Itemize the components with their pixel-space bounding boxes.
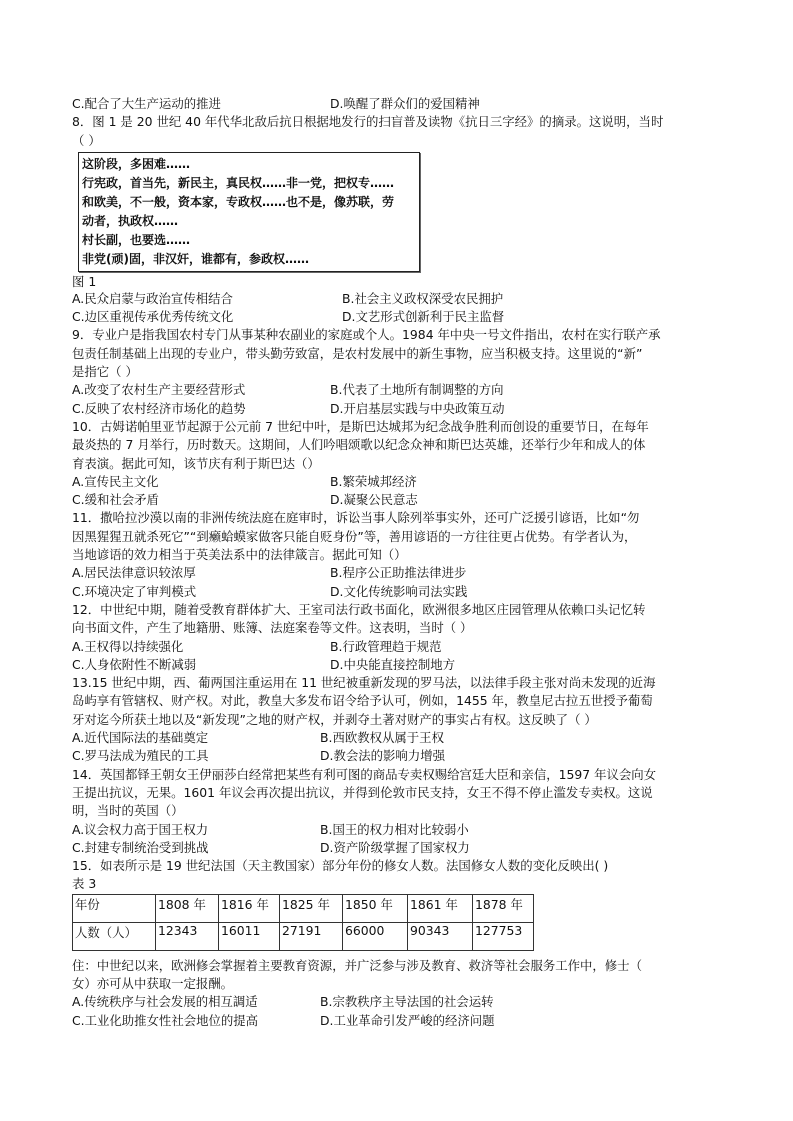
q15-option-c[interactable]: C.工业化助推女性社会地位的提高 (72, 1012, 259, 1028)
excerpt-line: 这阶段，多困难…… (82, 156, 191, 171)
q8-option-b[interactable]: B.社会主义政权深受农民拥护 (342, 290, 504, 306)
q13-option-d[interactable]: D.教会法的影响力增强 (320, 748, 445, 764)
q14-stem-line: 明，当时的英国（） (72, 803, 184, 819)
table-row (73, 922, 534, 950)
q14-option-a[interactable]: A.议会权力高于国王权力 (72, 821, 209, 837)
q11-option-a[interactable]: A.居民法律意识较浓厚 (72, 565, 196, 581)
q13-stem-line: 13.15 世纪中期，西、葡两国注重运用在 11 世纪被重新发现的罗马法，以法律手段主张对尚未发现的近海 (72, 675, 656, 691)
q8-option-a[interactable]: A.民众启蒙与政治宣传相结合 (72, 290, 233, 306)
q9-stem-line: 包责任制基础上出现的专业户，带头勤劳致富，是农村发展中的新生事物，应当积极支持。这里说的“新” (72, 345, 643, 361)
exam-page (72, 95, 724, 1030)
q13-stem-line: 岛屿享有管辖权、财产权。对此，教皇大多发布诏令给予认可，例如，1455 年，教皇尼古拉五世授予葡萄 (72, 693, 653, 709)
table-cell: 127753 (473, 922, 534, 950)
table-cell: 1861 年 (408, 894, 473, 922)
question-14 (72, 766, 724, 857)
q14-stem-line: 王提出抗议，无果。1601 年议会再次提出抗议，并得到伦敦市民支持，女王不得不停止滥发专卖权。这说 (72, 784, 653, 800)
q10-stem-line: 育表演。据此可知，该节庆有利于斯巴达（） (72, 455, 320, 471)
q9-stem-line: 9．专业户是指我国农村专门从事某种农副业的家庭或个人。1984 年中央一号文件指出，农村在实行联产承 (72, 327, 661, 343)
table-cell: 27191 (280, 922, 343, 950)
nun-count-table (72, 894, 534, 951)
table-caption: 表 3 (72, 876, 97, 892)
question-11 (72, 509, 724, 600)
q10-option-d[interactable]: D.凝聚公民意志 (330, 492, 418, 508)
q12-options-row-ab (72, 638, 724, 656)
q11-stem-line: 因黑猩猩丑就杀死它”“到癞蛤蟆家做客只能自贬身份”等，善用谚语的一方往往更占优势。有学者认为， (72, 528, 637, 544)
q12-option-a[interactable]: A.王权得以持续强化 (72, 638, 184, 654)
q15-options-row-cd (72, 1012, 724, 1030)
table-cell: 66000 (343, 922, 408, 950)
table-row (73, 894, 534, 922)
q10-option-c[interactable]: C.缓和社会矛盾 (72, 492, 159, 508)
excerpt-line: 村长副，也要选…… (82, 232, 191, 247)
q8-option-c[interactable]: C.边区重视传承优秀传统文化 (72, 309, 234, 325)
q13-stem-line: 牙对迄今所获土地以及“新发现”之地的财产权，并剥夺土著对财产的事实占有权。这反映了（ ） (72, 711, 597, 727)
q7-option-d[interactable]: D.唤醒了群众们的爱国精神 (330, 96, 480, 111)
q12-option-b[interactable]: B.行政管理趋于规范 (330, 638, 442, 654)
q14-options-row-cd (72, 839, 724, 857)
q11-option-c[interactable]: C.环境决定了审判模式 (72, 583, 197, 599)
q9-options-row-ab (72, 381, 724, 399)
q9-stem-line: 是指它（ ） (72, 364, 138, 380)
q13-options-row-ab (72, 729, 724, 747)
q10-option-a[interactable]: A.宣传民主文化 (72, 473, 159, 489)
q9-option-b[interactable]: B.代表了土地所有制调整的方向 (330, 382, 504, 398)
question-12 (72, 601, 724, 674)
q8-stem-line2: （ ） (72, 132, 101, 148)
q11-option-b[interactable]: B.程序公正助推法律进步 (330, 565, 467, 581)
excerpt-line: 行宪政，首当先，新民主，真民权……非一党，把权专…… (82, 175, 395, 190)
q9-options-row-cd (72, 400, 724, 418)
question-13 (72, 674, 724, 765)
q10-options-row-ab (72, 473, 724, 491)
table-cell: 1825 年 (280, 894, 343, 922)
q11-stem-line: 当地谚语的效力相当于英美法系中的法律箴言。据此可知（） (72, 547, 407, 563)
q11-stem-line: 11．撒哈拉沙漠以南的非洲传统法庭在庭审时，诉讼当事人除列举事实外，还可广泛援引谚语，比如“勿 (72, 510, 640, 526)
q9-option-c[interactable]: C.反映了农村经济市场化的趋势 (72, 400, 246, 416)
question-8 (72, 113, 724, 326)
q7-option-c[interactable]: C.配合了大生产运动的推进 (72, 96, 221, 111)
q15-stem-line: 15．如表所示是 19 世纪法国（天主教国家）部分年份的修女人数。法国修女人数的变化反映出( ) (72, 858, 609, 874)
q7-options-row-cd (72, 95, 724, 113)
q12-stem-line: 12．中世纪中期，随着受教育群体扩大、王室司法行政书面化，欧洲很多地区庄园管理从依赖口头记忆转 (72, 601, 646, 617)
q13-option-c[interactable]: C.罗马法成为殖民的工具 (72, 748, 209, 764)
q8-options-row-cd (72, 308, 724, 326)
table-cell: 16011 (219, 922, 280, 950)
q10-options-row-cd (72, 491, 724, 509)
table-cell: 1878 年 (473, 894, 534, 922)
q11-options-row-cd (72, 583, 724, 601)
q13-option-a[interactable]: A.近代国际法的基础奠定 (72, 730, 209, 746)
q15-option-d[interactable]: D.工业革命引发严峻的经济问题 (320, 1012, 495, 1028)
table-header-cell: 年份 (73, 894, 156, 922)
q9-option-d[interactable]: D.开启基层实践与中央政策互动 (330, 400, 505, 416)
table-cell: 1816 年 (219, 894, 280, 922)
q15-options-row-ab (72, 993, 724, 1011)
q13-option-b[interactable]: B.西欧教权从属于王权 (320, 730, 444, 746)
excerpt-line: 动者，执政权…… (82, 213, 179, 228)
excerpt-line: 非党(顽)固，非汉奸，谁都有，参政权…… (82, 251, 309, 266)
q8-option-d[interactable]: D.文艺形式创新利于民主监督 (342, 309, 505, 325)
table-header-cell: 人数（人） (73, 922, 156, 950)
table-cell: 12343 (156, 922, 219, 950)
q14-option-c[interactable]: C.封建专制统治受到挑战 (72, 839, 209, 855)
table-cell: 1850 年 (343, 894, 408, 922)
q10-stem-line: 最炎热的 7 月举行，历时数天。这期间，人们吟唱颂歌以纪念众神和斯巴达英雄，还举行少年和成人的体 (72, 437, 646, 453)
q10-option-b[interactable]: B.繁荣城邦经济 (330, 473, 417, 489)
q12-options-row-cd (72, 656, 724, 674)
q13-options-row-cd (72, 747, 724, 765)
q8-excerpt-box (78, 152, 420, 272)
q8-options-row-ab (72, 290, 724, 308)
q10-stem-line: 10．古姆诺帕里亚节起源于公元前 7 世纪中叶，是斯巴达城邦为纪念战争胜利而创设的重要节日，在每年 (72, 418, 649, 434)
q15-option-b[interactable]: B.宗教秩序主导法国的社会运转 (320, 994, 494, 1010)
q12-stem-line: 向书面文件，产生了地籍册、账簿、法庭案卷等文件。这表明，当时（ ） (72, 620, 473, 636)
q14-stem-line: 14．英国都铎王朝女王伊丽莎白经常把某些有利可图的商品专卖权赐给宫廷大臣和亲信，1597 年议会向女 (72, 766, 657, 782)
excerpt-line: 和欧美，不一般，资本家，专政权……也不是，像苏联，劳 (82, 194, 395, 209)
q15-note-line: 住：中世纪以来，欧洲修会掌握着主要教育资源，并广泛参与涉及教育、救济等社会服务工作中，修士（ (72, 957, 642, 973)
q14-option-d[interactable]: D.资产阶级掌握了国家权力 (320, 839, 470, 855)
q12-option-c[interactable]: C.人身依附性不断减弱 (72, 656, 197, 672)
figure-caption: 图 1 (72, 273, 97, 289)
q11-option-d[interactable]: D.文化传统影响司法实践 (330, 583, 468, 599)
question-10 (72, 418, 724, 509)
q14-options-row-ab (72, 821, 724, 839)
q11-options-row-ab (72, 564, 724, 582)
q9-option-a[interactable]: A.改变了农村生产主要经营形式 (72, 382, 246, 398)
q12-option-d[interactable]: D.中央能直接控制地方 (330, 656, 455, 672)
q15-option-a[interactable]: A.传统秩序与社会发展的相互調适 (72, 994, 258, 1010)
q8-stem-line1: 8．图 1 是 20 世纪 40 年代华北敌后抗日根据地发行的扫盲普及读物《抗日三字经》的摘录。这说明，当时 (72, 114, 664, 130)
q15-note-line: 女）亦可从中获取一定报酬。 (72, 975, 234, 991)
q14-option-b[interactable]: B.国王的权力相对比较弱小 (320, 821, 469, 837)
table-cell: 90343 (408, 922, 473, 950)
table-cell: 1808 年 (156, 894, 219, 922)
question-15 (72, 857, 724, 1030)
question-9 (72, 326, 724, 417)
